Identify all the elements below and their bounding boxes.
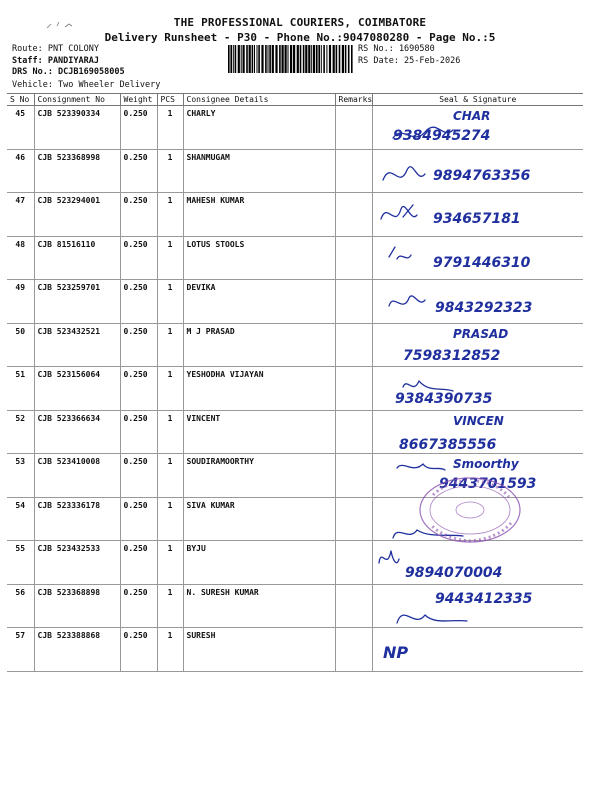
remarks-cell xyxy=(335,454,372,498)
consignee-cell: N. SURESH KUMAR xyxy=(183,584,335,628)
pcs-cell: 1 xyxy=(157,497,183,541)
remarks-cell xyxy=(335,236,372,280)
signature-cell xyxy=(372,106,583,150)
drs-text: DRS No.: DCJB169058005 xyxy=(12,67,125,77)
weight-cell: 0.250 xyxy=(120,367,157,411)
sno-cell: 56 xyxy=(7,584,34,628)
remarks-cell xyxy=(335,584,372,628)
table-row xyxy=(7,410,583,454)
table-header-row xyxy=(7,94,583,106)
remarks-cell xyxy=(335,541,372,585)
remarks-cell xyxy=(335,497,372,541)
table-row xyxy=(7,323,583,367)
consignment-cell: CJB 523410008 xyxy=(34,454,120,498)
header-consignee: Consignee Details xyxy=(183,94,335,106)
consignment-cell: CJB 523432521 xyxy=(34,323,120,367)
consignment-cell: CJB 523156064 xyxy=(34,367,120,411)
sno-cell: 49 xyxy=(7,280,34,324)
weight-cell: 0.250 xyxy=(120,628,157,672)
signature-name: VINCEN xyxy=(452,413,504,428)
signature-cell xyxy=(372,367,583,411)
signature-phone: 8667385556 xyxy=(398,436,496,453)
signature-name: Smoorthy xyxy=(452,457,519,471)
sno-cell: 50 xyxy=(7,323,34,367)
signature-ink xyxy=(373,324,583,366)
signature-ink xyxy=(373,237,583,279)
table-row xyxy=(7,628,583,672)
consignment-cell: CJB 523388868 xyxy=(34,628,120,672)
signature-cell xyxy=(372,149,583,193)
signature-phone: 9384390735 xyxy=(394,391,492,407)
signature-cell xyxy=(372,584,583,628)
consignee-cell: SIVA KUMAR xyxy=(183,497,335,541)
barcode xyxy=(228,45,353,75)
signature-scrawl xyxy=(383,166,425,179)
table-row xyxy=(7,280,583,324)
signature-ink xyxy=(373,585,583,627)
remarks-cell xyxy=(335,106,372,150)
consignee-cell: SURESH xyxy=(183,628,335,672)
weight-cell: 0.250 xyxy=(120,323,157,367)
signature-scrawl xyxy=(397,615,467,623)
consignee-cell: M J PRASAD xyxy=(183,323,335,367)
signature-ink xyxy=(373,150,583,192)
signature-phone: 934657181 xyxy=(432,211,521,227)
signature-scrawl xyxy=(389,296,425,306)
table-row xyxy=(7,367,583,411)
weight-cell: 0.250 xyxy=(120,193,157,237)
weight-cell: 0.250 xyxy=(120,236,157,280)
consignee-cell: DEVIKA xyxy=(183,280,335,324)
sno-cell: 54 xyxy=(7,497,34,541)
signature-scrawl xyxy=(403,381,453,391)
pcs-cell: 1 xyxy=(157,454,183,498)
table-row xyxy=(7,236,583,280)
company-seal xyxy=(415,475,525,545)
signature-ink xyxy=(373,193,583,235)
signature-name: CHAR xyxy=(452,109,490,123)
rs-no-text: RS No.: 1690580 xyxy=(358,44,435,54)
signature-ink xyxy=(373,106,583,148)
runsheet-table xyxy=(7,93,583,672)
header-remarks: Remarks xyxy=(335,94,372,106)
remarks-cell xyxy=(335,628,372,672)
remarks-cell xyxy=(335,193,372,237)
signature-cell xyxy=(372,280,583,324)
consignee-cell: LOTUS STOOLS xyxy=(183,236,335,280)
consignee-cell: VINCENT xyxy=(183,410,335,454)
consignment-cell: CJB 523366634 xyxy=(34,410,120,454)
consignee-cell: SHANMUGAM xyxy=(183,149,335,193)
pcs-cell: 1 xyxy=(157,236,183,280)
signature-phone: 9443701593 xyxy=(438,476,536,492)
pcs-cell: 1 xyxy=(157,541,183,585)
signature-ink xyxy=(373,541,583,583)
staff-text: Staff: PANDIYARAJ xyxy=(12,55,99,66)
signature-name: PRASAD xyxy=(452,326,508,341)
document-subtitle: Delivery Runsheet - P30 - Phone No.:9047080280 - Page No.:5 xyxy=(104,31,496,44)
signature-phone: 9894070004 xyxy=(404,565,502,581)
weight-cell: 0.250 xyxy=(120,497,157,541)
signature-phone: 9843292323 xyxy=(434,300,532,316)
signature-scrawl xyxy=(381,205,417,219)
weight-cell: 0.250 xyxy=(120,106,157,150)
consignment-cell: CJB 523336178 xyxy=(34,497,120,541)
weight-cell: 0.250 xyxy=(120,454,157,498)
signature-name: NP xyxy=(382,643,408,662)
signature-cell xyxy=(372,236,583,280)
weight-cell: 0.250 xyxy=(120,541,157,585)
table-row xyxy=(7,193,583,237)
remarks-cell xyxy=(335,323,372,367)
header-consignment: Consignment No xyxy=(34,94,120,106)
vehicle-text: Vehicle: Two Wheeler Delivery xyxy=(12,80,161,90)
remarks-cell xyxy=(335,367,372,411)
weight-cell: 0.250 xyxy=(120,280,157,324)
signature-cell xyxy=(372,323,583,367)
meta-right xyxy=(358,44,460,67)
sno-cell: 52 xyxy=(7,410,34,454)
pcs-cell: 1 xyxy=(157,149,183,193)
pcs-cell: 1 xyxy=(157,323,183,367)
consignment-cell: CJB 523432533 xyxy=(34,541,120,585)
sno-cell: 46 xyxy=(7,149,34,193)
sno-cell: 47 xyxy=(7,193,34,237)
consignment-cell: CJB 523294001 xyxy=(34,193,120,237)
signature-phone: 9443412335 xyxy=(434,590,532,607)
signature-phone: 9791446310 xyxy=(432,254,530,271)
consignment-cell: CJB 523390334 xyxy=(34,106,120,150)
signature-scrawl xyxy=(379,551,399,563)
signature-scrawl xyxy=(397,464,445,470)
meta-left xyxy=(12,44,125,79)
consignee-cell: SOUDIRAMOORTHY xyxy=(183,454,335,498)
table-row xyxy=(7,149,583,193)
consignment-cell: CJB 81516110 xyxy=(34,236,120,280)
signature-phone: 7598312852 xyxy=(402,347,500,364)
weight-cell: 0.250 xyxy=(120,584,157,628)
consignment-cell: CJB 523368998 xyxy=(34,149,120,193)
signature-ink xyxy=(373,411,583,453)
signature-scrawl xyxy=(393,127,453,138)
consignee-cell: CHARLY xyxy=(183,106,335,150)
document-title: THE PROFESSIONAL COURIERS, COIMBATORE xyxy=(173,16,427,29)
consignment-cell: CJB 523368898 xyxy=(34,584,120,628)
pcs-cell: 1 xyxy=(157,584,183,628)
rs-date-text: RS Date: 25-Feb-2026 xyxy=(358,55,461,66)
sno-cell: 48 xyxy=(7,236,34,280)
sno-cell: 51 xyxy=(7,367,34,411)
table-row xyxy=(7,584,583,628)
pcs-cell: 1 xyxy=(157,193,183,237)
signature-cell xyxy=(372,410,583,454)
table-row xyxy=(7,106,583,150)
sno-cell: 53 xyxy=(7,454,34,498)
table-row xyxy=(7,541,583,585)
remarks-cell xyxy=(335,280,372,324)
remarks-cell xyxy=(335,149,372,193)
pcs-cell: 1 xyxy=(157,628,183,672)
signature-ink xyxy=(373,628,583,670)
sno-cell: 55 xyxy=(7,541,34,585)
header-weight: Weight xyxy=(120,94,157,106)
consignment-cell: CJB 523259701 xyxy=(34,280,120,324)
signature-scrawl xyxy=(389,247,411,259)
signature-phone: 9384945274 xyxy=(392,128,490,144)
weight-cell: 0.250 xyxy=(120,410,157,454)
sno-cell: 57 xyxy=(7,628,34,672)
pcs-cell: 1 xyxy=(157,410,183,454)
header-pcs: PCS xyxy=(157,94,183,106)
route-text: Route: PNT COLONY xyxy=(12,44,99,54)
signature-ink xyxy=(373,367,583,409)
remarks-cell xyxy=(335,410,372,454)
pcs-cell: 1 xyxy=(157,280,183,324)
signature-cell xyxy=(372,193,583,237)
sno-cell: 45 xyxy=(7,106,34,150)
signature-ink xyxy=(373,280,583,322)
signature-cell xyxy=(372,541,583,585)
consignee-cell: MAHESH KUMAR xyxy=(183,193,335,237)
weight-cell: 0.250 xyxy=(120,149,157,193)
signature-phone: 9894763356 xyxy=(432,167,530,184)
signature-cell xyxy=(372,628,583,672)
header-sno: S No xyxy=(7,94,34,106)
consignee-cell: BYJU xyxy=(183,541,335,585)
header-signature: Seal & Signature xyxy=(372,94,583,106)
pcs-cell: 1 xyxy=(157,106,183,150)
pcs-cell: 1 xyxy=(157,367,183,411)
consignee-cell: YESHODHA VIJAYAN xyxy=(183,367,335,411)
